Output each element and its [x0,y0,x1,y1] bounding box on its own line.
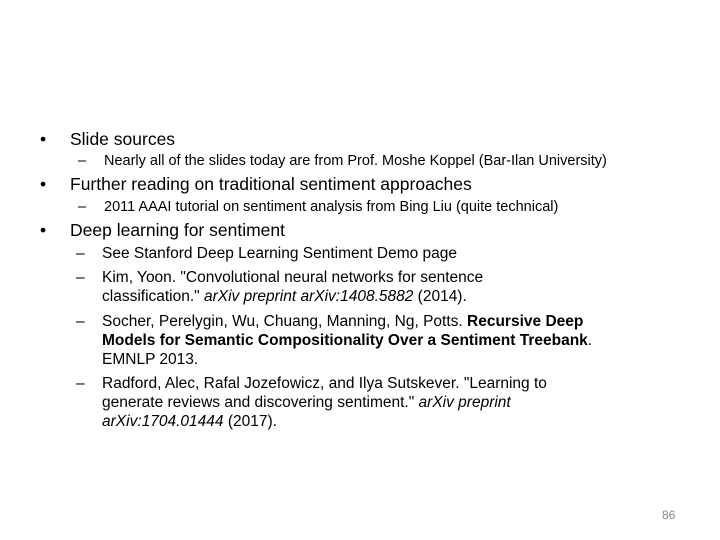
paper-title: Models for Semantic Compositionality Over a Sentiment Treebank [102,332,588,349]
paper-title: Recursive Deep [467,313,584,330]
sub-bullet-text: See Stanford Deep Learning Sentiment Demo page [102,245,458,262]
bullet-icon: • [40,220,47,240]
citation-text: Socher, Perelygin, Wu, Chuang, Manning, Ng, Potts. Recursive Deep Models for Semantic Compositionality Over a Sentiment Treebank. EMNLP 2013. [102,313,593,368]
dash-icon: – [76,313,85,330]
bullet-icon: • [40,129,47,149]
bullet-text: Slide sources [70,129,176,149]
dash-icon: – [76,269,85,286]
sub-bullet-text: 2011 AAAI tutorial on sentiment analysis from Bing Liu (quite technical) [104,199,559,215]
bullet-text: Further reading on traditional sentiment approaches [70,174,472,194]
citation-text: Kim, Yoon. "Convolutional neural networks for sentence classification." arXiv preprint arXiv:1408.5882 (2014). [102,269,484,305]
citation-text: Radford, Alec, Rafal Jozefowicz, and Ilya Sutskever. "Learning to generate reviews and discovering sentiment." arXiv preprint arXiv:1704.01444 (2017). [102,375,547,430]
page-number: 86 [662,508,676,522]
bullet-text: Deep learning for sentiment [70,220,285,240]
journal-name: arXiv preprint arXiv:1408.5882 [203,288,414,305]
dash-icon: – [76,245,85,262]
journal-name: arXiv:1704.01444 [102,413,224,430]
sub-bullet-text: Nearly all of the slides today are from Prof. Moshe Koppel (Bar-Ilan University) [104,153,607,169]
journal-name: arXiv preprint [418,394,511,411]
dash-icon: – [78,199,87,215]
dash-icon: – [78,153,87,169]
bullet-icon: • [40,174,47,194]
dash-icon: – [76,375,85,392]
